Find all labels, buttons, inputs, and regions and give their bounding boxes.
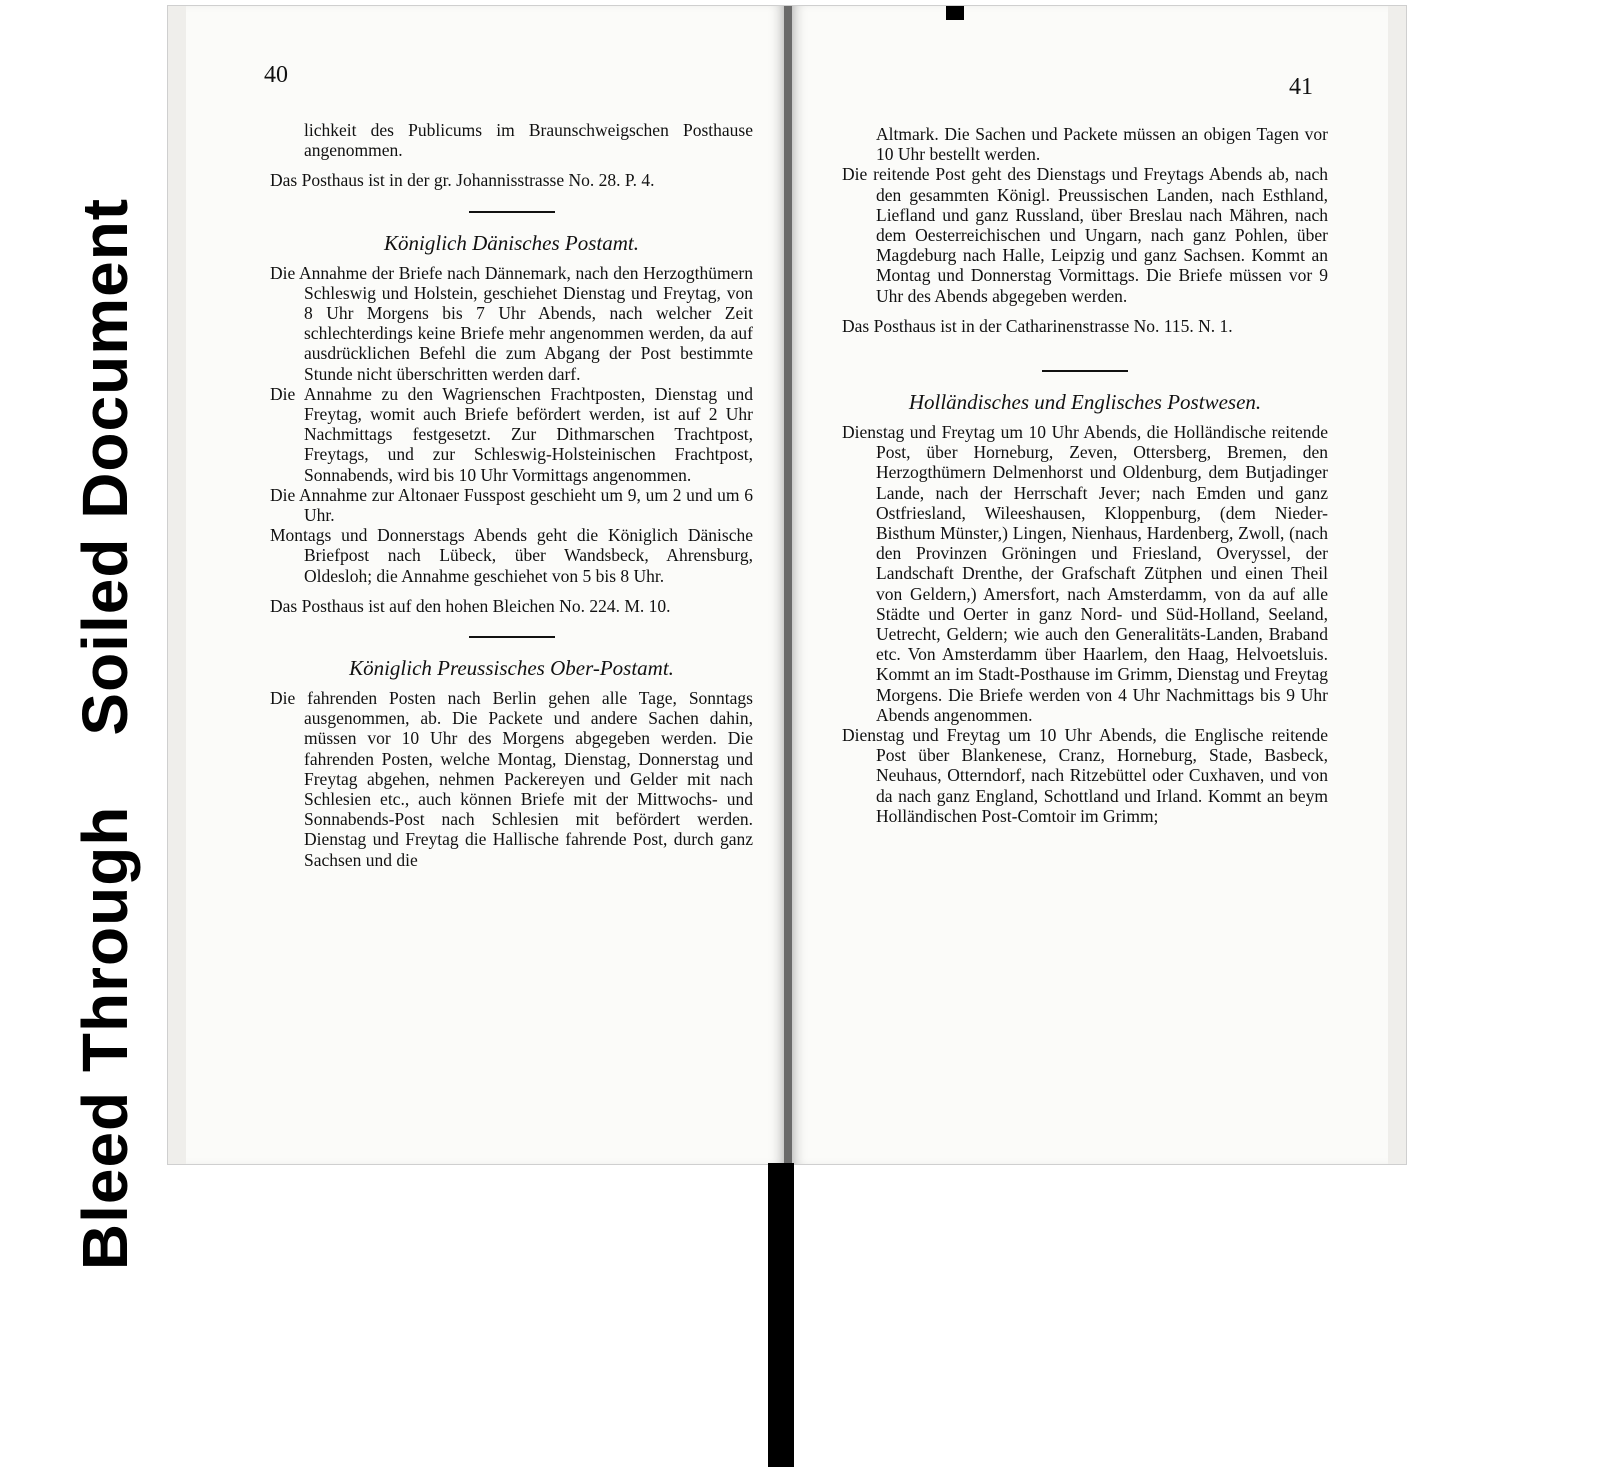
binding-strap-bottom <box>768 1163 794 1467</box>
paragraph: Die Annahme der Briefe nach Dännemark, nach den Herzogthümern Schleswig und Holstein, geschiehet Dienstag und Freytag, von 8 Uhr Morgens bis 7 Uhr Abends, nach welcher Zeit schlechterdings keine Briefe mehr angenommen werden, da auf ausdrücklichen Befehl die zum Abgang der Post bestimmte Stunde nicht überschritten werden darf. <box>270 262 753 384</box>
section-divider <box>1042 370 1128 372</box>
left-text-column <box>270 120 753 870</box>
continuation-text: lichkeit des Publicums im Braunschweigschen Posthause angenommen. <box>304 120 753 161</box>
stamp-bleed-through: Bleed Through <box>69 805 141 1270</box>
address-line: Das Posthaus ist in der Catharinenstrasse No. 115. N. 1. <box>842 315 1233 336</box>
address-line: Das Posthaus ist in der gr. Johannisstrasse No. 28. P. 4. <box>270 170 655 191</box>
paragraph: Dienstag und Freytag um 10 Uhr Abends, die Englische reitende Post über Blankenese, Cranz, Horneburg, Stade, Basbeck, Neuhaus, Otterndorf, nach Ritzebüttel oder Cuxhaven, und von da nach ganz England, Schottland und Irland. Kommt an beym Holländischen Post-Comtoir im Grimm; <box>842 725 1328 826</box>
section-heading: Königlich Dänisches Postamt. <box>384 230 639 255</box>
section-divider <box>469 211 555 213</box>
paragraph: Die Annahme zur Altonaer Fusspost geschieht um 9, um 2 und um 6 Uhr. <box>270 484 753 526</box>
archival-stamp <box>68 197 142 1269</box>
section-divider <box>469 636 555 638</box>
paragraph: Die fahrenden Posten nach Berlin gehen alle Tage, Sonntags ausgenommen, ab. Die Packete und andere Sachen dahin, müssen vor 10 Uhr des Morgens abgegeben werden. Die fahrenden Posten, welche Montag, Dienstag, Donnerstag und Freytag abgehen, nehmen Packereyen und Gelder mit nach Schlesien etc., auch können Briefe mit der Mittwochs- und Sonnabends-Post nach Schlesien mit befördert werden. Dienstag und Freytag die Hallische fahrende Post, durch ganz Sachsen und die <box>270 688 753 870</box>
page-number: 41 <box>1289 74 1313 100</box>
paragraph: Dienstag und Freytag um 10 Uhr Abends, die Holländische reitende Post, über Horneburg, Zeven, Ottersberg, Bremen, den Herzogthümern Delmenhorst und Oldenburg, dem Butjadinger Lande, nach der Herrschaft Jever; nach Emden und ganz Ostfriesland, Wileeshausen, Kloppenburg, (dem Nieder-Bisthum Münster,) Lingen, Nienhaus, Hardenberg, Zwoll, (nach den Provinzen Gröningen und Friesland, Overyssel, der Landschaft Drenthe, der Grafschaft Zütphen und einen Theil von Geldern,) Amersfort, nach Amsterdamm, von da auf alle Städte und Oerter in ganz Nord- und Süd-Holland, Seeland, Uetrecht, Geldern; wie auch den Generalitäts-Landen, Braband etc. Von Amsterdamm über Haarlem, den Haag, Helvoetsluis. Kommt an im Stadt-Posthause im Grimm, Dienstag und Freytag Morgens. Die Briefe werden von 4 Uhr Nachmittags bis 9 Uhr Abends angenommen. <box>842 422 1328 725</box>
right-page <box>792 6 1388 1164</box>
left-page <box>186 6 784 1164</box>
section-heading: Holländisches und Englisches Postwesen. <box>908 390 1262 415</box>
stamp-soiled-document: Soiled Document <box>69 197 141 736</box>
paragraph: Die Annahme zu den Wagrienschen Frachtposten, Dienstag und Freytag, womit auch Briefe befördert werden, ist auf 2 Uhr Nachmittags festgesetzt. Zur Dithmarschen Trachtpost, Freytags, und zur Schleswig-Holsteinischen Frachtpost, Sonnabends, wird bis 10 Uhr Vormittags angenommen. <box>270 383 753 485</box>
open-book <box>168 6 1406 1164</box>
continuation-text: Altmark. Die Sachen und Packete müssen an obigen Tagen vor 10 Uhr bestellt werden. <box>876 124 1328 165</box>
binding-strap-top <box>946 6 964 20</box>
section-heading: Königlich Preussisches Ober-Postamt. <box>349 656 674 681</box>
paragraph: Die reitende Post geht des Dienstags und Freytags Abends ab, nach den gesammten Königl. Preussischen Landen, nach Esthland, Liefland und ganz Russland, über Breslau nach Mähren, nach dem Oesterreichischen und Ungarn, nach ganz Pohlen, über Magdeburg nach Halle, Leipzig und ganz Sachsen. Kommt an Montag und Donnerstag Vormittags. Die Briefe müssen vor 9 Uhr des Abends abgegeben werden. <box>842 164 1328 306</box>
book-spine <box>784 6 792 1164</box>
right-text-column <box>842 124 1328 826</box>
paragraph: Montags und Donnerstags Abends geht die Königlich Dänische Briefpost nach Lübeck, über Wandsbeck, Ahrensburg, Oldesloh; die Annahme geschiehet von 5 bis 8 Uhr. <box>270 525 753 586</box>
page-number: 40 <box>264 62 288 88</box>
address-line: Das Posthaus ist auf den hohen Bleichen No. 224. M. 10. <box>270 595 671 616</box>
